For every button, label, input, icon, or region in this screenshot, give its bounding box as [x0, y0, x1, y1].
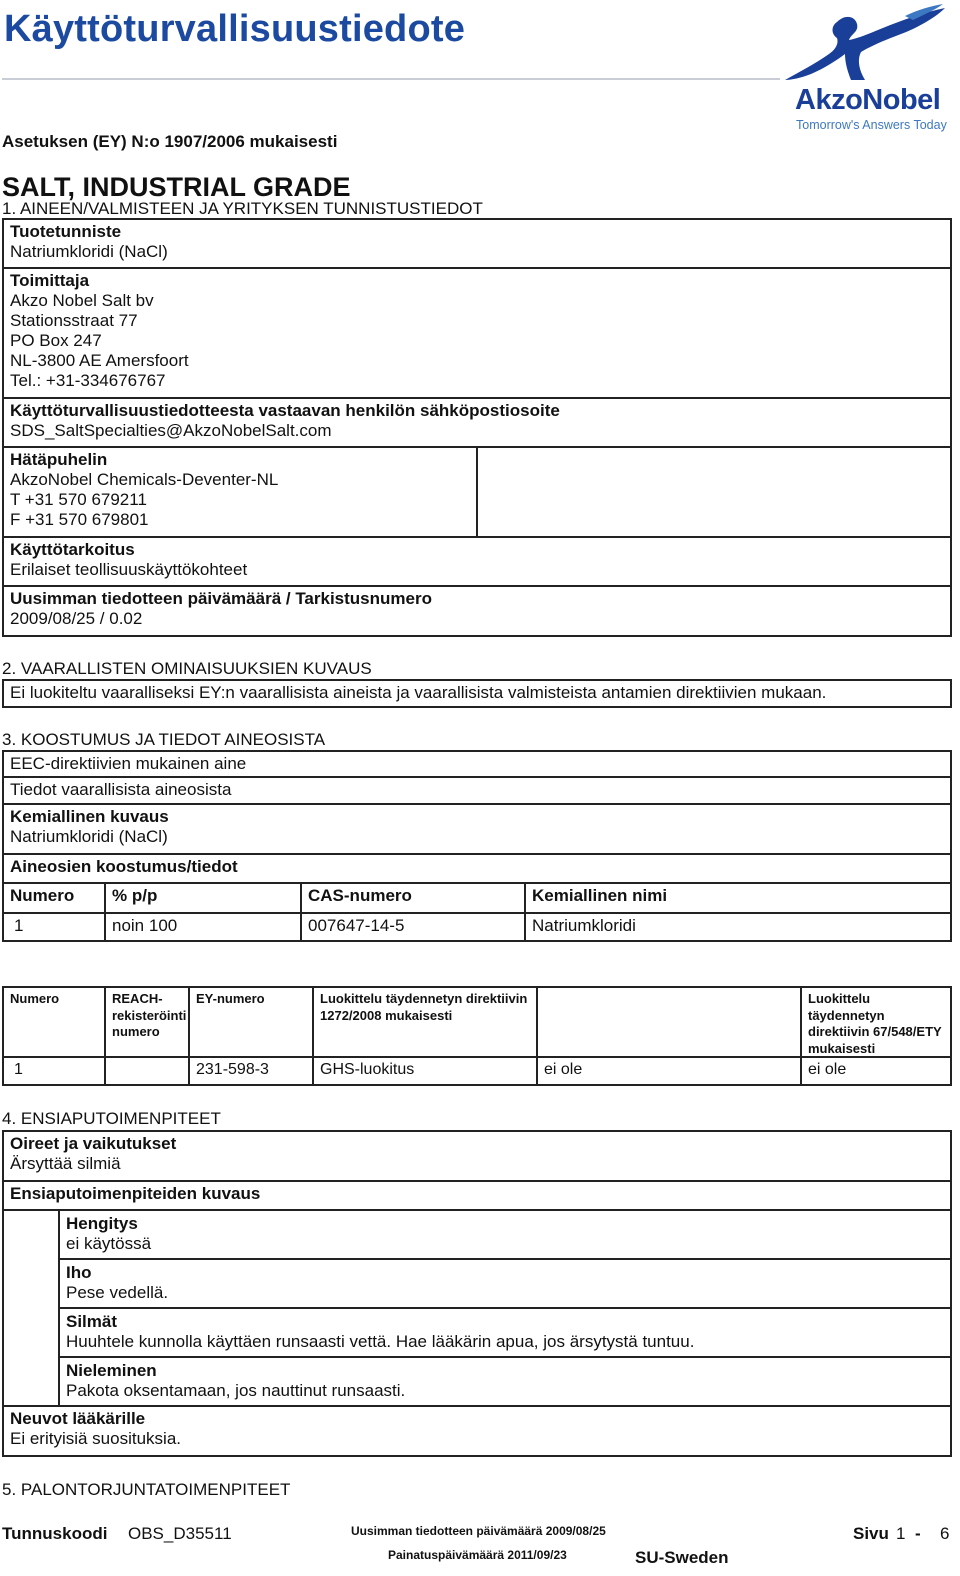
field-label: Ensiaputoimenpiteiden kuvaus [10, 1184, 261, 1203]
field-label: Uusimman tiedotteen päivämäärä / Tarkistusnumero [10, 589, 432, 608]
akzonobel-logo [785, 4, 955, 134]
email-link[interactable]: SDS_SaltSpecialties@AkzoNobelSalt.com [10, 421, 332, 440]
table-cell: Natriumkloridi [524, 914, 950, 940]
table-cell: noin 100 [104, 914, 300, 940]
table-cell: 007647-14-5 [300, 914, 524, 940]
revision-box [2, 585, 952, 637]
section-3-title: 3. KOOSTUMUS JA TIEDOT AINEOSISTA [2, 730, 326, 749]
field-label: Toimittaja [10, 271, 90, 290]
field-value: Huuhtele kunnolla käyttäen runsaasti vettä. Hae lääkärin apua, jos ärsytystä tuntuu. [66, 1332, 695, 1351]
table-header-cell: EY-numero [188, 988, 312, 1056]
table-header-cell: Luokittelu täydennetyn direktiivin 1272/2008 mukaisesti [312, 988, 536, 1056]
table-cell: ei ole [536, 1058, 800, 1084]
hazardous-components-box [2, 776, 952, 805]
field-label: Oireet ja vaikutukset [10, 1134, 177, 1153]
field-value: EEC-direktiivien mukainen aine [10, 754, 247, 773]
symptoms-box [2, 1130, 952, 1182]
supplier-line: NL-3800 AE Amersfoort [10, 351, 189, 370]
field-value: Pakota oksentamaan, jos nauttinut runsaasti. [66, 1381, 406, 1400]
table-header-row [2, 882, 952, 914]
emergency-line: AkzoNobel Chemicals-Deventer-NL [10, 470, 279, 489]
field-label: Tuotetunniste [10, 222, 122, 241]
field-value: Ei luokiteltu vaaralliseksi EY:n vaarallisista aineista ja vaarallisista valmisteista antamien direktiivien mukaan. [10, 683, 827, 702]
email-box [2, 397, 952, 448]
field-label: Hätäpuhelin [10, 450, 108, 469]
table-cell: GHS-luokitus [312, 1058, 536, 1084]
field-value: Ei erityisiä suosituksia. [10, 1429, 182, 1448]
product-name: SALT, INDUSTRIAL GRADE [2, 172, 351, 202]
emergency-empty-box [476, 446, 952, 538]
field-value: 2009/08/25 / 0.02 [10, 609, 143, 628]
header-rule [2, 78, 780, 80]
section-2-title: 2. VAARALLISTEN OMINAISUUKSIEN KUVAUS [2, 659, 372, 678]
composition-box [2, 853, 952, 884]
figure-logo-icon [785, 4, 955, 84]
emergency-box [2, 446, 478, 538]
table-cell [104, 1058, 188, 1084]
first-aid-item [60, 1309, 950, 1358]
first-aid-item [60, 1260, 950, 1309]
table-header-cell: REACH-rekisteröinti numero [104, 988, 188, 1056]
field-value: Natriumkloridi (NaCl) [10, 242, 168, 261]
footer-latest-date: Uusimman tiedotteen päivämäärä 2009/08/25 [351, 1524, 606, 1538]
field-value: Erilaiset teollisuuskäyttökohteet [10, 560, 248, 579]
classification-row [2, 1056, 952, 1086]
hazard-box [2, 679, 952, 708]
supplier-line: Akzo Nobel Salt bv [10, 291, 154, 310]
footer-page-current: 1 [896, 1524, 906, 1543]
field-label: Iho [66, 1263, 92, 1282]
first-aid-item [60, 1358, 950, 1407]
field-label: Nieleminen [66, 1361, 157, 1380]
first-aid-header-box [2, 1180, 952, 1211]
field-label: Hengitys [66, 1214, 138, 1233]
footer-code-label: Tunnuskoodi [2, 1524, 108, 1543]
table-header-cell [536, 988, 800, 1056]
section-4-title: 4. ENSIAPUTOIMENPITEET [2, 1109, 221, 1128]
table-header-cell: Luokittelu täydennetyn direktiivin 67/548/ETY mukaisesti [800, 988, 950, 1056]
supplier-line: Stationsstraat 77 [10, 311, 138, 330]
table-header-cell: CAS-numero [300, 884, 524, 912]
eec-box [2, 750, 952, 778]
doctor-advice-box [2, 1405, 952, 1457]
regulation-note: Asetuksen (EY) N:o 1907/2006 mukaisesti [2, 132, 338, 151]
field-label: Käyttöturvallisuustiedotteesta vastaavan henkilön sähköpostiosoite [10, 401, 560, 420]
emergency-line: F +31 570 679801 [10, 510, 149, 529]
first-aid-item [60, 1211, 950, 1260]
table-header-cell: % p/p [104, 884, 300, 912]
supplier-line: PO Box 247 [10, 331, 102, 350]
footer-print-date: Painatuspäivämäärä 2011/09/23 [388, 1548, 567, 1562]
supplier-line: Tel.: +31-334676767 [10, 371, 166, 390]
footer-page-separator: - [915, 1524, 921, 1543]
chemical-description-box [2, 803, 952, 855]
supplier-box [2, 267, 952, 399]
section-5-title: 5. PALONTORJUNTATOIMENPITEET [2, 1480, 291, 1499]
field-value: ei käytössä [66, 1234, 152, 1253]
table-header-cell: Kemiallinen nimi [524, 884, 950, 912]
field-value: Tiedot vaarallisista aineosista [10, 780, 232, 799]
document-title: Käyttöturvallisuustiedote [4, 8, 466, 50]
table-cell: 1 [14, 1061, 23, 1078]
intended-use-box [2, 536, 952, 587]
footer-page-label: Sivu [853, 1524, 889, 1543]
field-value: Natriumkloridi (NaCl) [10, 827, 168, 846]
section-1-title: 1. AINEEN/VALMISTEEN JA YRITYKSEN TUNNISTUSTIEDOT [2, 199, 483, 218]
footer-region: SU-Sweden [635, 1548, 729, 1567]
table-cell: 1 [14, 916, 24, 935]
brand-slogan: Tomorrow's Answers Today [796, 118, 947, 132]
field-label: Neuvot lääkärille [10, 1409, 146, 1428]
table-header-cell: Numero [10, 991, 60, 1006]
product-identifier-box [2, 218, 952, 269]
first-aid-measures-box [2, 1209, 952, 1407]
emergency-line: T +31 570 679211 [10, 490, 147, 509]
table-row [2, 912, 952, 942]
footer-page-total: 6 [940, 1524, 950, 1543]
footer-code-value: OBS_D35511 [128, 1524, 232, 1543]
classification-header-row [2, 986, 952, 1058]
field-label: Käyttötarkoitus [10, 540, 135, 559]
table-header-cell: Numero [10, 886, 75, 905]
field-value: Pese vedellä. [66, 1283, 169, 1302]
table-cell: 231-598-3 [188, 1058, 312, 1084]
table-cell: ei ole [800, 1058, 950, 1084]
brand-name: AkzoNobel [795, 84, 941, 116]
field-label: Aineosien koostumus/tiedot [10, 857, 238, 876]
field-label: Silmät [66, 1312, 118, 1331]
field-value: Ärsyttää silmiä [10, 1154, 121, 1173]
field-label: Kemiallinen kuvaus [10, 807, 169, 826]
